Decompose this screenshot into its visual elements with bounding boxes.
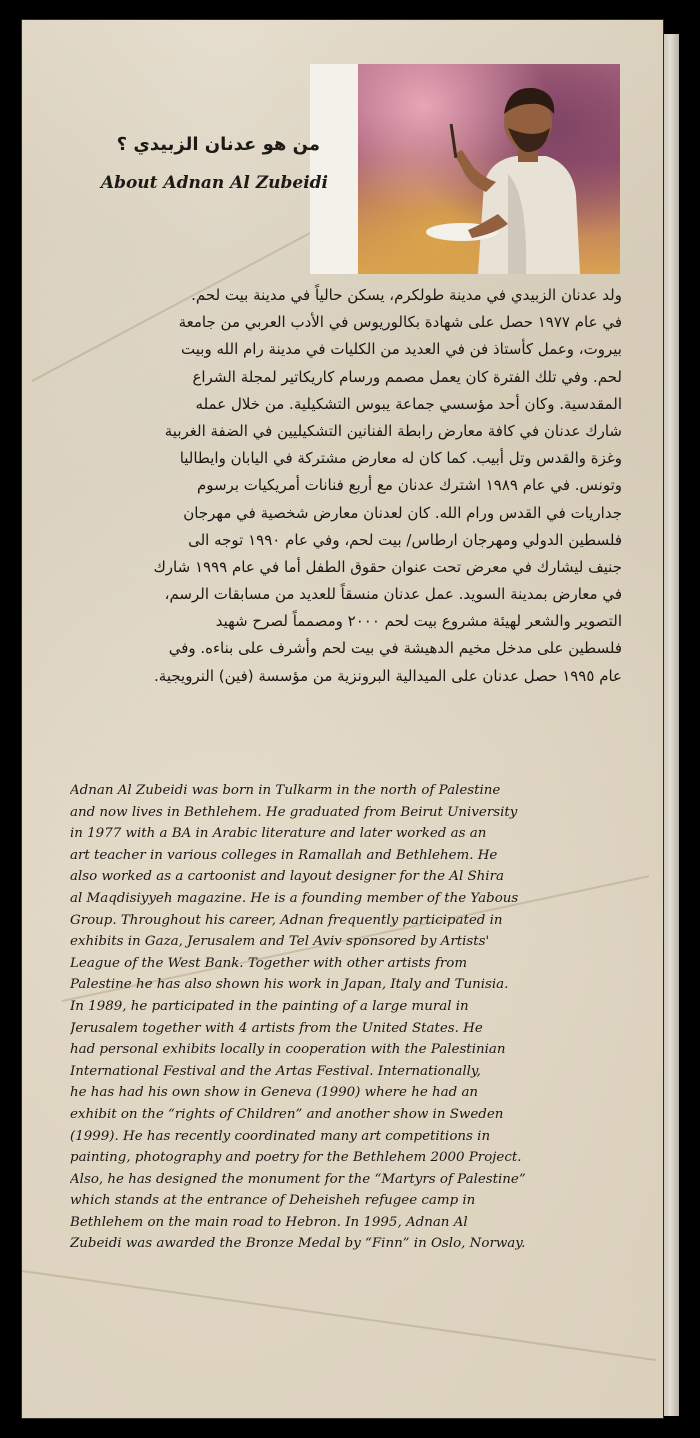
arabic-line: جنيف ليشارك في معرض تحت عنوان حقوق الطفل أما في عام ١٩٩٩ شارك <box>153 557 622 576</box>
english-line: and now lives in Bethlehem. He graduated from Beirut University <box>70 804 518 820</box>
english-line: Bethlehem on the main road to Hebron. In 1995, Adnan Al <box>70 1214 468 1230</box>
english-line: painting, photography and poetry for the Bethlehem 2000 Project. <box>70 1150 522 1166</box>
english-line: al Maqdisiyyeh magazine. He is a founding member of the Yabous <box>70 890 519 906</box>
english-line: Also, he has designed the monument for the “Martyrs of Palestine” <box>70 1171 526 1187</box>
brochure-page <box>22 20 663 1418</box>
arabic-line: وغزة والقدس وتل أبيب. كما كان له معارض مشتركة في اليابان وايطاليا <box>179 449 622 468</box>
arabic-biography <box>68 282 622 690</box>
english-line: Adnan Al Zubeidi was born in Tulkarm in the north of Palestine <box>70 783 501 798</box>
english-line: also worked as a cartoonist and layout designer for the Al Shira <box>70 869 504 885</box>
english-line: In 1989, he participated in the painting of a large mural in <box>70 998 469 1014</box>
artist-photo <box>358 64 620 274</box>
arabic-line: في عام ١٩٧٧ حصل على شهادة بكالوريوس في الأدب العربي من جامعة <box>178 313 622 332</box>
english-line: Zubeidi was awarded the Bronze Medal by “Finn” in Oslo, Norway. <box>70 1236 526 1252</box>
arabic-line: في معارض بمدينة السويد. عمل عدنان منسقاً للعديد من مسابقات الرسم، <box>164 585 622 604</box>
english-line: had personal exhibits locally in cooperation with the Palestinian <box>70 1042 506 1058</box>
english-line: (1999). He has recently coordinated many art competitions in <box>70 1128 491 1144</box>
arabic-line: وتونس. في عام ١٩٨٩ اشترك عدنان مع أربع فنانات أمريكيات برسوم <box>196 476 622 495</box>
english-heading: About Adnan Al Zubeidi <box>100 173 328 193</box>
english-line: Palestine he has also shown his work in Japan, Italy and Tunisia. <box>70 977 509 993</box>
arabic-line: شارك عدنان في كافة معارض رابطة الفنانين التشكيليين في الضفة الغربية <box>164 421 622 440</box>
english-line: Group. Throughout his career, Adnan frequently participated in <box>70 912 503 928</box>
arabic-heading: من هو عدنان الزبيدي ؟ <box>116 134 320 155</box>
english-line: in 1977 with a BA in Arabic literature and later worked as an <box>70 826 487 842</box>
arabic-line: عام ١٩٩٥ حصل عدنان على الميدالية البرونزية من مؤسسة (فين) النرويجية. <box>154 666 622 685</box>
arabic-line: جداريات في القدس ورام الله. كان لعدنان معارض شخصية في مهرجان <box>183 503 622 522</box>
english-line: League of the West Bank. Together with other artists from <box>70 955 468 971</box>
marble-vein <box>22 1270 656 1361</box>
english-line: exhibit on the “rights of Children” and another show in Sweden <box>70 1106 504 1122</box>
arabic-line: لحم. وفي تلك الفترة كان يعمل مصمم ورسام كاريكاتير لمجلة الشراع <box>192 367 622 386</box>
arabic-line: بيروت، وعمل كأستاذ فن في العديد من الكليات في مدينة رام الله وبيت <box>181 340 622 359</box>
photo-mat <box>310 64 364 274</box>
artist-painting-icon <box>358 64 620 274</box>
page-fold-edge <box>663 34 679 1416</box>
arabic-line: المقدسية. وكان أحد مؤسسي جماعة يبوس التشكيلية. من خلال عمله <box>195 394 622 413</box>
english-line: exhibits in Gaza, Jerusalem and Tel Aviv sponsored by Artists' <box>70 934 490 950</box>
english-line: he has had his own show in Geneva (1990) where he had an <box>70 1085 479 1101</box>
arabic-line: التصوير والشعر لهيئة مشروع بيت لحم ٢٠٠٠ ومصمماً لصرح شهيد <box>215 612 622 631</box>
english-biography <box>70 780 622 1255</box>
english-line: which stands at the entrance of Deheisheh refugee camp in <box>70 1193 476 1209</box>
arabic-line: فلسطين على مدخل مخيم الدهيشة في بيت لحم وأشرف على بناءه. وفي <box>168 639 622 658</box>
arabic-line: ولد عدنان الزبيدي في مدينة طولكرم، يسكن حالياً في مدينة بيت لحم. <box>191 286 622 304</box>
english-line: art teacher in various colleges in Ramallah and Bethlehem. He <box>70 847 498 863</box>
english-line: International Festival and the Artas Festival. Internationally, <box>70 1063 481 1079</box>
arabic-line: فلسطين الدولي ومهرجان ارطاس/ بيت لحم، وفي عام ١٩٩٠ توجه الى <box>188 530 622 549</box>
english-line: Jerusalem together with 4 artists from the United States. He <box>70 1020 483 1036</box>
